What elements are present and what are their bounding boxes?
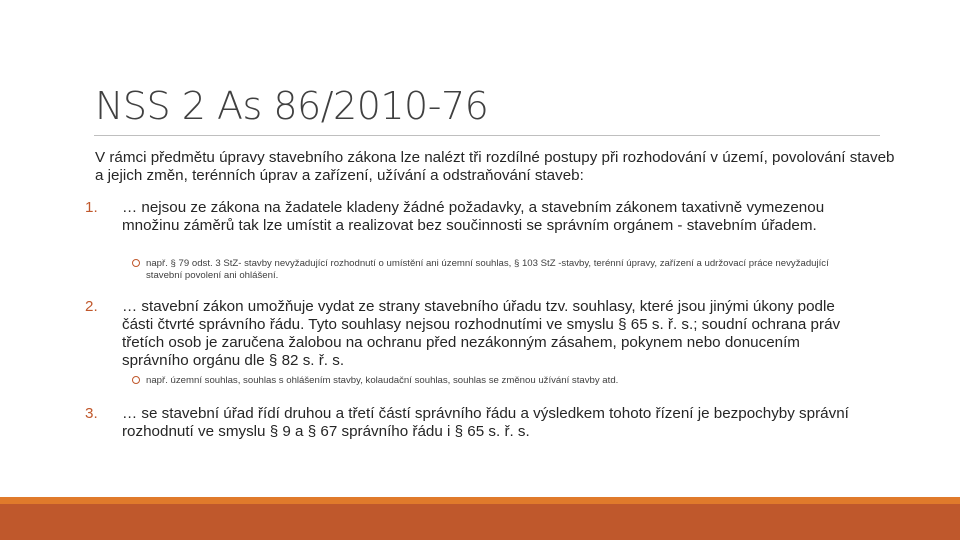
- list-text-2: … stavební zákon umožňuje vydat ze strany stavebního úřadu tzv. souhlasy, které jsou jinými úkony podle části čtvrté správního řádu. Tyto souhlasy nejsou rozhodnutími ve smyslu § 65 s. ř. s.; soudní ochrana práv třetích osob je zaručena žalobou na ochranu před nezákonným zásahem, pokynem nebo donucením správního orgánu dle § 82 s. ř. s.: [122, 298, 841, 369]
- list-text-3: … se stavební úřad řídí druhou a třetí částí správního řádu a výsledkem tohoto řízení je bezpochyby správní rozhodnutí ve smyslu § 9 a § 67 správního řádu i § 65 s. ř. s.: [122, 405, 849, 440]
- sub-bullet-2: [132, 375, 842, 387]
- circle-bullet-icon: [132, 259, 140, 267]
- list-number-3: 3.: [85, 405, 98, 422]
- intro-paragraph: V rámci předmětu úpravy stavebního zákona lze nalézt tři rozdílné postupy při rozhodování v území, povolování staveb a jejich změn, terénních úprav a zařízení, užívání a odstraňování staveb:: [95, 149, 895, 184]
- title-divider: [94, 135, 880, 136]
- list-number-1: 1.: [85, 199, 98, 216]
- circle-bullet-icon: [132, 376, 140, 384]
- sub-bullet-text-2: např. územní souhlas, souhlas s ohlášením stavby, kolaudační souhlas, souhlas se změnou užívání stavby atd.: [146, 375, 619, 386]
- sub-bullet-text-1: např. § 79 odst. 3 StZ- stavby nevyžadující rozhodnutí o umístění ani územní souhlas, § 103 StZ -stavby, terénní úpravy, zařízení a udržovací práce nevyžadující stavební povolení ani ohlášení.: [146, 258, 829, 281]
- footer-band: [0, 504, 960, 540]
- list-number-2: 2.: [85, 298, 98, 315]
- list-text-1: … nejsou ze zákona na žadatele kladeny žádné požadavky, a stavebním zákonem taxativně vymezenou množinu záměrů tak lze umístit a realizovat bez součinnosti se správním orgánem - stavebním úřadem.: [122, 199, 825, 234]
- sub-bullet-1: [132, 258, 842, 282]
- footer-highlight-band: [0, 497, 960, 504]
- slide-title: NSS 2 As 86/2010-76: [95, 84, 489, 128]
